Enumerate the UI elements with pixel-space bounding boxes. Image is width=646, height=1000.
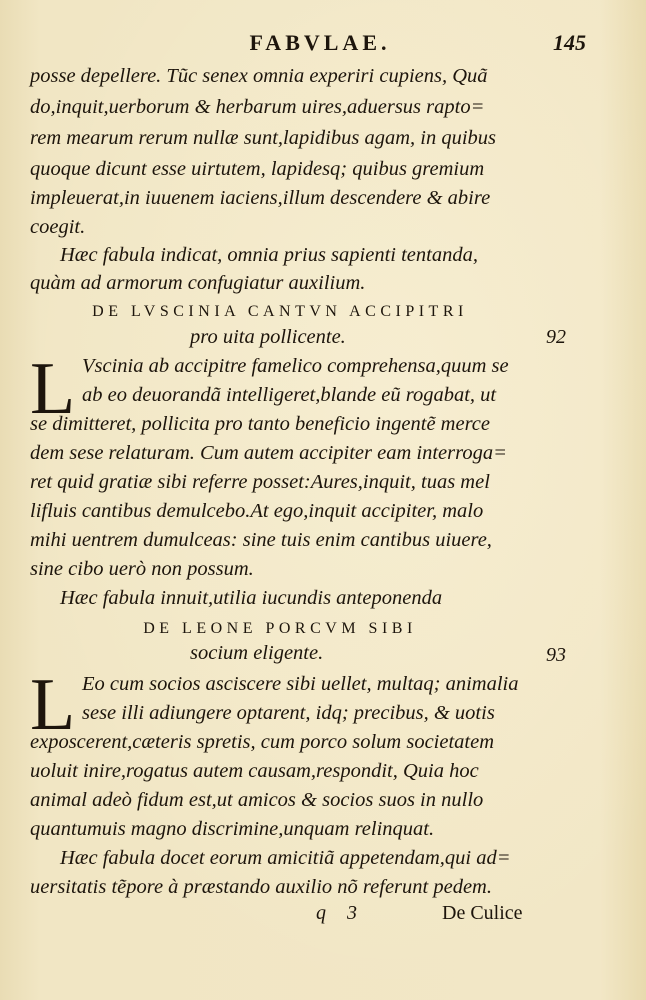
text-line: animal adeò fidum est,ut amicos & socios suos in nullo — [30, 789, 484, 811]
text-line: se dimitteret, pollicita pro tanto beneficio ingentẽ merce — [30, 413, 490, 435]
page-number: 145 — [553, 30, 586, 55]
text-line: dem sese relaturam. Cum autem accipiter eam interroga= — [30, 442, 507, 464]
moral-line: Hæc fabula indicat, omnia prius sapienti tentanda, — [60, 244, 478, 266]
text-line: Eo cum socios asciscere sibi uellet, multaq; animalia — [82, 673, 519, 695]
moral-line: quàm ad armorum confugiatur auxilium. — [30, 272, 366, 294]
moral-line: Hæc fabula docet eorum amicitiã appetendam,qui ad= — [60, 847, 511, 869]
catchword: De Culice — [442, 902, 523, 924]
text-line: coegit. — [30, 216, 86, 238]
running-head: FABVLAE. — [249, 30, 391, 55]
text-line: mihi uentrem dumulceas: sine tuis enim cantibus uiuere, — [30, 529, 492, 551]
text-line: exposcerent,cæteris spretis, cum porco solum societatem — [30, 731, 495, 753]
text-line: do,inquit,uerborum & herbarum uires,aduersus rapto= — [30, 96, 485, 118]
fable-number: 93 — [546, 644, 566, 666]
fable-title: DE LVSCINIA CANTVN ACCIPITRI — [92, 303, 468, 320]
text-line: quantumuis magno discrimine,unquam relinquat. — [30, 818, 435, 840]
fable-subtitle: pro uita pollicente. — [190, 326, 346, 348]
text-line: uoluit inire,rogatus autem causam,respondit, Quia hoc — [30, 760, 479, 782]
text-line: ab eo deuorandã intelligeret,blande eũ rogabat, ut — [82, 384, 497, 406]
text-line: posse depellere. Tũc senex omnia experiri cupiens, Quã — [30, 65, 488, 87]
fable-number: 92 — [546, 326, 566, 348]
text-line: ret quid gratiæ sibi referre posset:Aures,inquit, tuas mel — [30, 471, 490, 493]
text-line: lifluis cantibus demulcebo.At ego,inquit accipiter, malo — [30, 500, 484, 522]
text-line: sine cibo uerò non possum. — [30, 558, 254, 580]
text-line: quoque dicunt esse uirtutem, lapidesq; quibus gremium — [30, 158, 485, 180]
signature-mark: q 3 — [316, 902, 365, 924]
moral-line: uersitatis tẽpore à præstando auxilio nõ referunt pedem. — [30, 876, 492, 898]
fable-title: DE LEONE PORCVM SIBI — [143, 620, 417, 637]
fable-subtitle: socium eligente. — [190, 642, 324, 664]
drop-initial: L — [30, 664, 76, 746]
text-line: sese illi adiungere optarent, idq; precibus, & uotis — [82, 702, 495, 724]
text-line: rem mearum rerum nullæ sunt,lapidibus agam, in quibus — [30, 127, 497, 149]
moral-line: Hæc fabula innuit,utilia iucundis anteponenda — [60, 587, 443, 609]
drop-initial: L — [30, 348, 76, 430]
text-line: impleuerat,in iuuenem iaciens,illum descendere & abire — [30, 187, 491, 209]
text-line: Vscinia ab accipitre famelico comprehensa,quum se — [82, 355, 509, 377]
